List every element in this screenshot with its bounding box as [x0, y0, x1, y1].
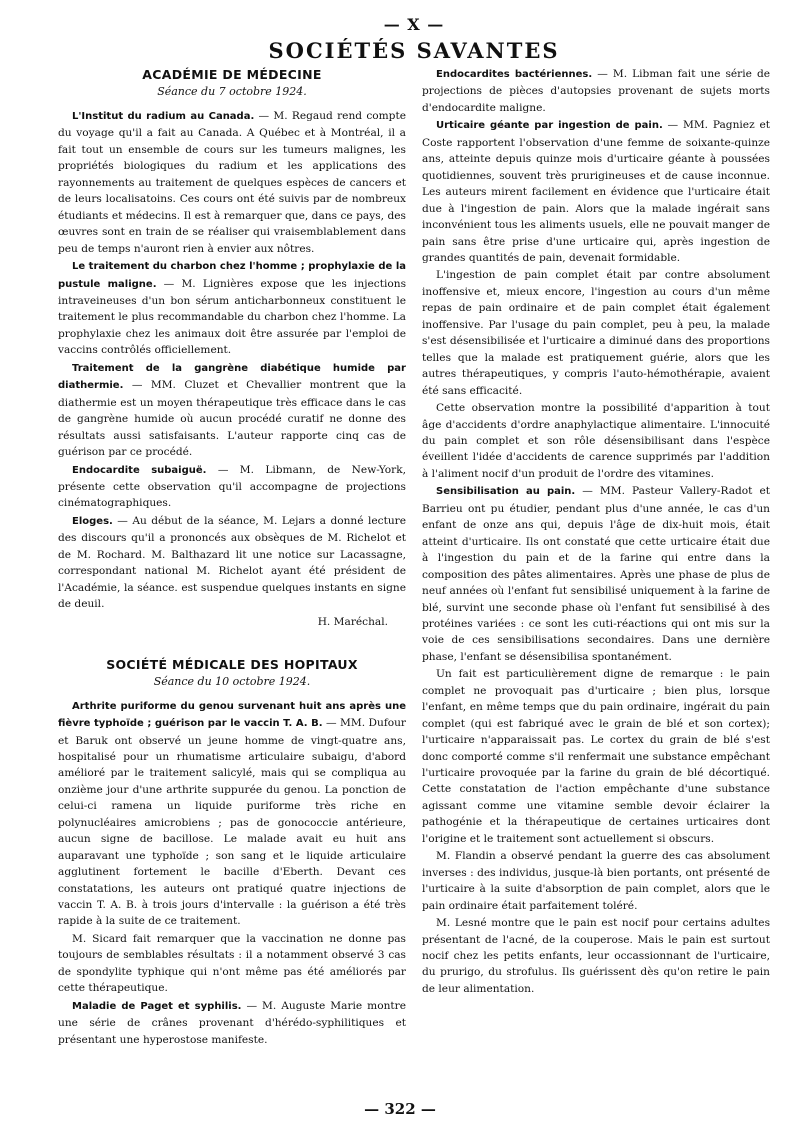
right-column — [422, 66, 770, 1049]
article-paget — [58, 998, 406, 1048]
rubric: Traitement de la gangrène diabétique humide par diathermie. — [58, 362, 406, 392]
article-text: — M. Libman fait une série de projections de pièces d'autopsies provenant de sujets morts d'endocardite maligne. — [422, 68, 771, 114]
section-spacer — [58, 630, 406, 656]
article-text: — Au début de la séance, M. Lejars a donné lecture des discours qu'il a prononcés aux obsèques de M. Richelot et de M. Rochard. M. Balthazard lit une notice sur Lacassagne, correspondant national M. Richelot ayant été président de l'Académie, la séance. est suspendue quelques instants en signe de deuil. — [58, 514, 406, 611]
article-eloges — [58, 513, 406, 613]
article-sicard: M. Sicard fait remarquer que la vaccination ne donne pas toujours de semblables résultats : il a notamment observé 3 cas de spondylite typhique qui n'ont même pas été améliorés par cette thérapeutique. — [58, 932, 406, 995]
rubric: Sensibilisation au pain. — [436, 486, 576, 498]
article-endocardites-bacteriennes — [422, 66, 770, 116]
article-text: — M. Auguste Marie montre une série de crânes provenant d'hérédo-syphilitiques et présentant une hyperostose manifeste. — [58, 999, 406, 1046]
smh-session-date: Séance du 10 octobre 1924. — [153, 674, 311, 688]
paragraph-flandin: M. Flandin a observé pendant la guerre des cas absolument inverses : des individus, jusque-là bien portants, ont présenté de l'urticaire à la suite d'absorption de pain complet, alors que le pain ordinaire était parfaitement toléré. — [422, 850, 770, 912]
author-signature: H. Maréchal. — [317, 615, 388, 628]
article-endocardite-subaigue — [58, 462, 406, 512]
academie-heading: ACADÉMIE DE MÉDECINE — [142, 67, 322, 82]
academie-session-date: Séance du 7 octobre 1924. — [157, 85, 307, 98]
section-masthead: SOCIÉTÉS SAVANTES — [268, 38, 560, 63]
paragraph-pain-complet: L'ingestion de pain complet était par contre absolument inoffensive et, mieux encore, l'ingestion au cours d'un même repas de pain ordinaire et de pain complet était également inoffensive. Par l'usage du pain complet, peu à peu, la malade s'est désensibilisée et l'urticaire a diminué dans des proportions telles que la malade est pratiquement guérie, alors que les autres thérapeutiques, y compris l'auto-hémothérapie, avaient été sans efficacité. — [422, 269, 770, 397]
article-arthrite — [58, 698, 406, 930]
article-text: — M. Regaud rend compte du voyage qu'il a fait au Canada. A Québec et à Montréal, il a fait tout un ensemble de cours sur les tumeurs malignes, les propriétés biologiques du radium et les applications des rayonnements au traitement de quelques espèces de cancers et de leurs localisatoins. Ces cours ont été suivis par de nombreux étudiants et médecins. Il est à remarquer que, dans ce pays, des œuvres sont en train de se réaliser qui vraisemblablement dans peu de temps n'auront rien à envier aux nôtres. — [58, 110, 406, 255]
left-column — [58, 66, 406, 1049]
article-text: — MM. Pasteur Vallery-Radot et Barrieu ont pu étudier, pendant plus d'une année, le cas d'un enfant de onze ans qui, depuis l'âge de dix-huit mois, était atteint d'urticaire. Ils ont constaté que cette urticaire était due à l'ingestion du pain et de la farine qui entre dans la composition des pâtes alimentaires. Après une phase de plus de neuf années où l'enfant fut sensibilisé uniquement à la farine de blé, survint une seconde phase où l'enfant fut sensibilisé à des protéines variées : ce sont les cuti-réactions qui ont mis sur la voie de ces sensibilisations secondaires. Dans une dernière phase, l'enfant se désensibilisa spontanément. — [422, 485, 770, 663]
article-radium-canada — [58, 108, 406, 257]
rubric: L'Institut du radium au Canada. — [72, 111, 255, 122]
article-urticaire-geante — [422, 117, 770, 266]
rubric: Endocardite subaiguë. — [72, 464, 207, 476]
article-sensibilisation — [422, 483, 770, 665]
page-number: — 322 — — [364, 1100, 436, 1118]
article-text: — MM. Cluzet et Chevallier montrent que la diathermie est un moyen thérapeutique très efficace dans le cas de gangrène humide où aucun procédé curatif ne donne des résultats aussi satisfaisants. L'auteur rapporte cinq cas de guérison par ce procédé. — [58, 379, 406, 459]
article-text: — M. Lignières expose que les injections intraveineuses d'un bon sérum anticharbonneux constituent le traitement le plus recommandable du charbon chez l'homme. La prophylaxie chez les animaux doit être assurée par l'emploi de vaccins contrôlés officiellement. — [58, 277, 407, 357]
rubric: Urticaire géante par ingestion de pain. — [436, 120, 663, 132]
page-marker: — X — — [383, 15, 445, 34]
smh-heading: SOCIÉTÉ MÉDICALE DES HOPITAUX — [106, 656, 358, 672]
article-text: — MM. Pagniez et Coste rapportent l'observation d'une femme de soixante-quinze ans, atteinte depuis quinze mois d'urticaire géante à poussées quotidiennes, souvent très prurigineuses et de cause inconnue. Les auteurs mirent facilement en évidence que l'urticaire était due à l'ingestion de pain. Alors que la malade ingérait sans inconvénient tous les aliments usuels, elle ne pouvait manger de pain sans être prise d'une urticaire qui, après ingestion de grandes quantités de pain, devenait formidable. — [422, 119, 770, 264]
paragraph-observation: Cette observation montre la possibilité d'apparition à tout âge d'accidents d'ordre anaphylactique alimentaire. L'innocuité du pain complet et son rôle désensibilisant dans l'espèce éveillent l'idée d'accidents de carence supprimés par l'addition à l'aliment nocif d'un produit de l'ordre des vitamines. — [422, 402, 770, 480]
two-column-body — [58, 66, 770, 1049]
article-text: — MM. Dufour et Baruk ont observé un jeune homme de vingt-quatre ans, hospitalisé pour un rhumatisme articulaire subaigu, d'abord amélioré par le traitement salicylé, mais qui se compliqua au onzième jour d'une arthrite suppurée du genou. La ponction de celui-ci ramena un liquide puriforme très riche en polynucléaires amicrobiens ; pas de gonococcie antérieure, aucun signe de bacillose. Le malade avait eu huit ans auparavant une typhoïde ; son sang et le liquide articulaire agglutinent fortement le bacille d'Eberth. Devant ces constatations, les auteurs ont pratiqué quatre injections de vaccin T. A. B. à trois jours d'intervalle : la guérison a été très rapide à la suite de ce traitement. — [58, 717, 406, 928]
paragraph-remarque: Un fait est particulièrement digne de remarque : le pain complet ne provoquait pas d'urticaire ; bien plus, lorsque l'enfant, en même temps que du pain ordinaire, ingérait du pain complet (qui est fabriqué avec le grain de blé et son cortex); l'urticaire n'apparaissait pas. Le cortex du grain de blé s'est donc comporté comme s'il renfermait une substance empêchant l'urticaire provoquée par la farine du grain de blé décortiqué. Cette constatation de l'action empêchante d'une substance agissant comme une vitamine semble devoir éclairer la pathogénie et la thérapeutique de certaines urticaires dont l'origine et le traitement sont actuellement si obscurs. — [422, 668, 770, 845]
rubric: Le traitement du charbon chez l'homme ; prophylaxie de la pustule maligne. — [58, 261, 406, 290]
article-charbon — [58, 258, 406, 359]
rubric: Arthrite puriforme du genou survenant huit ans après une fièvre typhoïde ; guérison par le vaccin T. A. B. — [58, 700, 406, 730]
rubric: Eloges. — [72, 515, 113, 527]
rubric: Endocardites bactériennes. — [436, 69, 593, 80]
rubric: Maladie de Paget et syphilis. — [72, 1000, 242, 1012]
article-text: — M. Libmann, de New-York, présente cette observation qu'il accompagne de projections cinématographiques. — [58, 463, 406, 510]
article-gangrene — [58, 360, 406, 461]
paragraph-lesne: M. Lesné montre que le pain est nocif pour certains adultes présentant de l'acné, de la couperose. Mais le pain est surtout nocif chez les petits enfants, leur occassionnant de l'urticaire, du prurigo, du strofulus. Ils guérissent dès qu'on retire le pain de leur alimentation. — [422, 917, 770, 995]
